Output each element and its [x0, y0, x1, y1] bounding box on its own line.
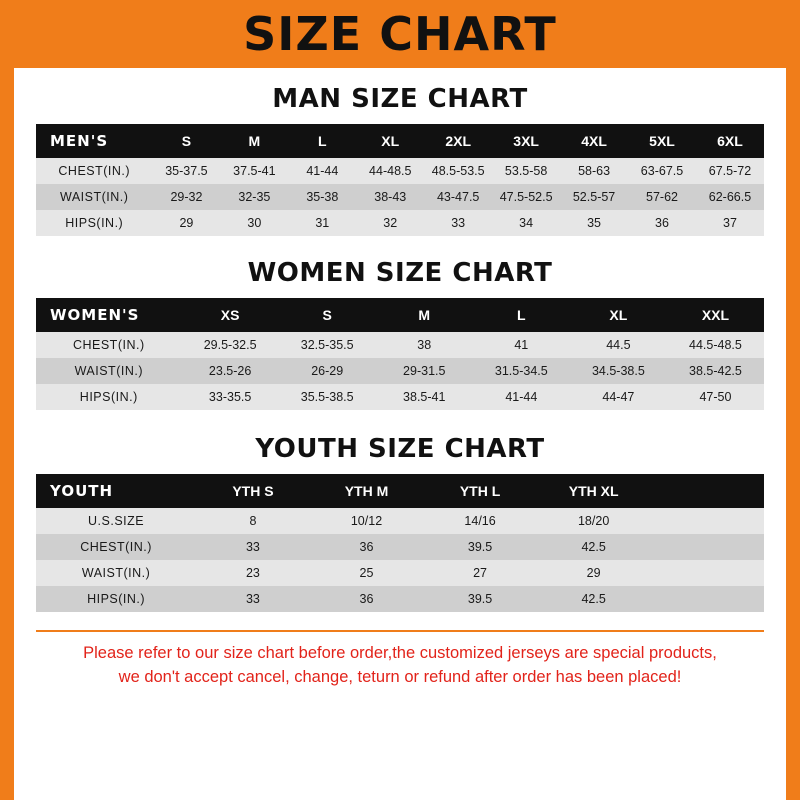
- cell: 33: [196, 534, 310, 560]
- youth-header-cell: YTH M: [310, 474, 424, 508]
- cell: 42.5: [537, 586, 651, 612]
- cell: 43-47.5: [424, 184, 492, 210]
- cell: 29.5-32.5: [182, 332, 279, 358]
- cell: 33: [424, 210, 492, 236]
- cell: 47.5-52.5: [492, 184, 560, 210]
- man-header-cell: 6XL: [696, 124, 764, 158]
- cell: 29-32: [152, 184, 220, 210]
- cell: 18/20: [537, 508, 651, 534]
- cell: 44-47: [570, 384, 667, 410]
- man-header-cell: XL: [356, 124, 424, 158]
- row-label: CHEST(IN.): [36, 158, 152, 184]
- cell: 58-63: [560, 158, 628, 184]
- man-header-cell: 4XL: [560, 124, 628, 158]
- cell: 38.5-42.5: [667, 358, 764, 384]
- man-header-cell: MEN'S: [36, 124, 152, 158]
- page-title: SIZE CHART: [243, 7, 557, 61]
- cell: 35-38: [288, 184, 356, 210]
- row-label: CHEST(IN.): [36, 534, 196, 560]
- cell: 29: [537, 560, 651, 586]
- youth-header-cell: YTH S: [196, 474, 310, 508]
- cell: 29: [152, 210, 220, 236]
- table-header-row: [36, 474, 764, 508]
- cell: 23: [196, 560, 310, 586]
- cell: 36: [628, 210, 696, 236]
- cell: 67.5-72: [696, 158, 764, 184]
- women-header-cell: M: [376, 298, 473, 332]
- cell: 29-31.5: [376, 358, 473, 384]
- women-header-cell: S: [279, 298, 376, 332]
- row-label: HIPS(IN.): [36, 384, 182, 410]
- row-label: HIPS(IN.): [36, 210, 152, 236]
- women-header-cell: L: [473, 298, 570, 332]
- cell: 23.5-26: [182, 358, 279, 384]
- cell: 39.5: [423, 534, 537, 560]
- women-header-cell: XXL: [667, 298, 764, 332]
- footer-note: [36, 630, 764, 690]
- youth-header-cell: YOUTH: [36, 474, 196, 508]
- cell: 36: [310, 534, 424, 560]
- youth-header-cell: YTH L: [423, 474, 537, 508]
- row-label: WAIST(IN.): [36, 560, 196, 586]
- cell: 47-50: [667, 384, 764, 410]
- cell: 44-48.5: [356, 158, 424, 184]
- cell: 26-29: [279, 358, 376, 384]
- man-header-cell: M: [220, 124, 288, 158]
- footer-note-line-2: we don't accept cancel, change, teturn or refund after order has been placed!: [118, 667, 682, 686]
- cell: 42.5: [537, 534, 651, 560]
- cell: 32: [356, 210, 424, 236]
- women-size-table: [36, 298, 764, 410]
- cell: 62-66.5: [696, 184, 764, 210]
- cell: 52.5-57: [560, 184, 628, 210]
- cell: 25: [310, 560, 424, 586]
- table-row: [36, 560, 764, 586]
- content: [14, 84, 786, 690]
- cell: 8: [196, 508, 310, 534]
- cell: 33: [196, 586, 310, 612]
- row-label: WAIST(IN.): [36, 184, 152, 210]
- table-row: [36, 332, 764, 358]
- cell: 34: [492, 210, 560, 236]
- table-row: [36, 184, 764, 210]
- cell: 57-62: [628, 184, 696, 210]
- footer-note-line-1: Please refer to our size chart before order,the customized jerseys are special products,: [83, 644, 717, 662]
- cell: 41: [473, 332, 570, 358]
- cell: 35.5-38.5: [279, 384, 376, 410]
- cell: 10/12: [310, 508, 424, 534]
- man-header-cell: L: [288, 124, 356, 158]
- man-header-cell: S: [152, 124, 220, 158]
- row-label: WAIST(IN.): [36, 358, 182, 384]
- cell: 44.5-48.5: [667, 332, 764, 358]
- cell-spacer: [650, 560, 764, 586]
- cell: 30: [220, 210, 288, 236]
- cell: 36: [310, 586, 424, 612]
- row-label: CHEST(IN.): [36, 332, 182, 358]
- table-row: [36, 210, 764, 236]
- cell: 31.5-34.5: [473, 358, 570, 384]
- cell: 31: [288, 210, 356, 236]
- cell-spacer: [650, 508, 764, 534]
- cell: 63-67.5: [628, 158, 696, 184]
- cell-spacer: [650, 534, 764, 560]
- cell: 38: [376, 332, 473, 358]
- table-row: [36, 158, 764, 184]
- cell: 39.5: [423, 586, 537, 612]
- cell: 41-44: [288, 158, 356, 184]
- cell: 37: [696, 210, 764, 236]
- man-header-cell: 3XL: [492, 124, 560, 158]
- cell: 33-35.5: [182, 384, 279, 410]
- women-header-cell: XL: [570, 298, 667, 332]
- row-label: HIPS(IN.): [36, 586, 196, 612]
- women-section-title: WOMEN SIZE CHART: [247, 258, 553, 288]
- women-header-cell: XS: [182, 298, 279, 332]
- cell: 48.5-53.5: [424, 158, 492, 184]
- man-section-title: MAN SIZE CHART: [272, 84, 528, 114]
- table-row: [36, 586, 764, 612]
- cell: 27: [423, 560, 537, 586]
- cell: 44.5: [570, 332, 667, 358]
- cell: 14/16: [423, 508, 537, 534]
- women-header-cell: WOMEN'S: [36, 298, 182, 332]
- banner: [0, 0, 800, 68]
- cell: 35: [560, 210, 628, 236]
- table-header-row: [36, 124, 764, 158]
- table-row: [36, 508, 764, 534]
- cell: 53.5-58: [492, 158, 560, 184]
- cell: 38-43: [356, 184, 424, 210]
- youth-header-cell: YTH XL: [537, 474, 651, 508]
- cell: 41-44: [473, 384, 570, 410]
- man-header-cell: 5XL: [628, 124, 696, 158]
- table-header-row: [36, 298, 764, 332]
- row-label: U.S.SIZE: [36, 508, 196, 534]
- cell-spacer: [650, 586, 764, 612]
- table-row: [36, 358, 764, 384]
- man-size-table: [36, 124, 764, 236]
- cell: 35-37.5: [152, 158, 220, 184]
- youth-section-title: YOUTH SIZE CHART: [255, 434, 545, 464]
- youth-header-spacer: [650, 474, 764, 508]
- man-header-cell: 2XL: [424, 124, 492, 158]
- table-row: [36, 534, 764, 560]
- table-row: [36, 384, 764, 410]
- cell: 32-35: [220, 184, 288, 210]
- cell: 34.5-38.5: [570, 358, 667, 384]
- youth-size-table: [36, 474, 764, 612]
- cell: 32.5-35.5: [279, 332, 376, 358]
- cell: 37.5-41: [220, 158, 288, 184]
- cell: 38.5-41: [376, 384, 473, 410]
